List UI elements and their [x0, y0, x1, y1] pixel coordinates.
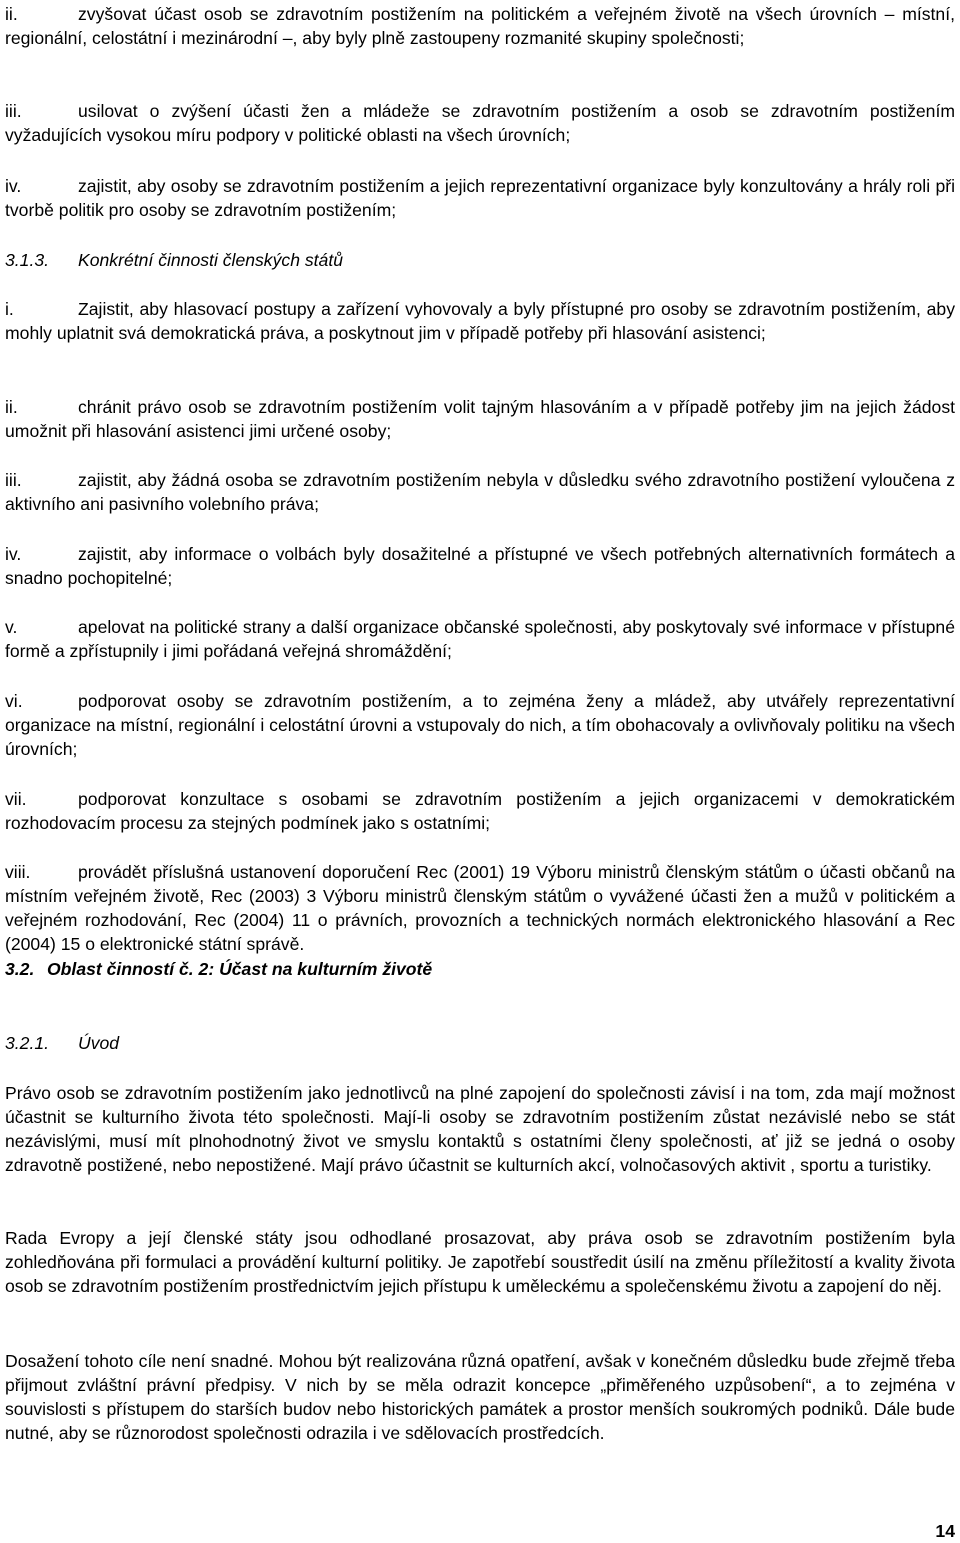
list-item-text: zajistit, aby informace o volbách byly dosažitelné a přístupné ve všech potřebných alternativních formátech a snadno pochopitelné;	[5, 544, 955, 588]
list-item-text: podporovat konzultace s osobami se zdravotním postižením a jejich organizacemi v demokratickém rozhodovacím procesu za stejných podmínek jako s ostatními;	[5, 789, 955, 833]
list-item-number: v.	[5, 617, 18, 637]
list-item	[5, 787, 955, 835]
list-item-text: zajistit, aby osoby se zdravotním postižením a jejich reprezentativní organizace byly konzultovány a hrály roli při tvorbě politik pro osoby se zdravotním postižením;	[5, 176, 955, 220]
list-item-text: zvyšovat účast osob se zdravotním postižením na politickém a veřejném životě na všech úrovních – místní, regionální, celostátní i mezinárodní –, aby byly plně zastoupeny rozmanité skupiny společnosti;	[5, 4, 955, 48]
section-number: 3.2.	[5, 959, 35, 979]
page-number: 14	[935, 1521, 955, 1541]
list-item	[5, 395, 955, 443]
list-item-number: vi.	[5, 691, 23, 711]
body-paragraph: Dosažení tohoto cíle není snadné. Mohou být realizována různá opatření, avšak v konečném důsledku bude zřejmě třeba přijmout zvláštní právní předpisy. V nich by se měla odrazit koncepce „přiměřeného uzpůsobení“, a to zejména v souvislosti s přístupem do starších budov nebo historických památek a prostor menších soukromých podniků. Dále bude nutné, aby se různorodost společnosti odrazila i ve sdělovacích prostředcích.	[5, 1351, 955, 1443]
list-item	[5, 2, 955, 50]
list-item-number: iii.	[5, 101, 22, 121]
list-item	[5, 689, 955, 761]
section-number: 3.2.1.	[5, 1033, 50, 1053]
list-item-number: iv.	[5, 176, 22, 196]
list-item-text: apelovat na politické strany a další organizace občanské společnosti, aby poskytovaly své informace v přístupné formě a zpřístupnily i jimi pořádaná veřejná shromáždění;	[5, 617, 955, 661]
list-item-text: podporovat osoby se zdravotním postižením, a to zejména ženy a mládež, aby utvářely reprezentativní organizace na místní, regionální i celostátní úrovni a vstupovaly do nich, a tím obohacovaly a ovlivňovaly politiku na všech úrovních;	[5, 691, 955, 759]
list-item	[5, 860, 955, 956]
list-item	[5, 615, 955, 663]
list-item-text: zajistit, aby žádná osoba se zdravotním postižením nebyla v důsledku svého zdravotního postižení vyloučena z aktivního ani pasivního volebního práva;	[5, 470, 955, 514]
list-item-text: usilovat o zvýšení účasti žen a mládeže se zdravotním postižením a osob se zdravotním postižením vyžadujících vysokou míru podpory v politické oblasti na všech úrovních;	[5, 101, 955, 145]
list-item-number: vii.	[5, 789, 27, 809]
list-item	[5, 99, 955, 147]
section-number: 3.1.3.	[5, 250, 50, 270]
list-item	[5, 468, 955, 516]
list-item-number: viii.	[5, 862, 31, 882]
list-item-text: Zajistit, aby hlasovací postupy a zařízení vyhovovaly a byly přístupné pro osoby se zdravotním postižením, aby mohly uplatnit svá demokratická práva, a poskytnout jim v případě potřeby při hlasování asistenci;	[5, 299, 955, 343]
list-item-number: iii.	[5, 470, 22, 490]
body-paragraph: Rada Evropy a její členské státy jsou odhodlané prosazovat, aby práva osob se zdravotním postižením byla zohledňována při formulaci a provádění kulturní politiky. Je zapotřebí soustředit úsilí na změnu příležitostí a kvality života osob se zdravotním postižením prostřednictvím jejich přístupu k uměleckému a společenskému životu a zapojení do něj.	[5, 1228, 955, 1296]
section-title: Úvod	[78, 1033, 120, 1053]
list-item-number: ii.	[5, 397, 18, 417]
list-item-text: chránit právo osob se zdravotním postižením volit tajným hlasováním a v případě potřeby jim na jejich žádost umožnit při hlasování asistenci jimi určené osoby;	[5, 397, 955, 441]
list-item-number: ii.	[5, 4, 18, 24]
section-title: Konkrétní činnosti členských států	[78, 250, 344, 270]
list-item	[5, 174, 955, 222]
list-item-number: iv.	[5, 544, 22, 564]
section-title: Oblast činností č. 2: Účast na kulturním životě	[47, 959, 433, 979]
body-paragraph: Právo osob se zdravotním postižením jako jednotlivců na plné zapojení do společnosti závisí i na tom, zda mají možnost účastnit se kulturního života této společnosti. Mají-li osoby se zdravotním postižením zůstat nezávislé nebo se stát nezávislými, musí mít plnohodnotný život ve smyslu kontaktů s ostatními členy společnosti, ať již se jedná o osoby zdravotně postižené, nebo nepostižené. Mají právo účastnit se kulturních akcí, volnočasových aktivit , sportu a turistiky.	[5, 1083, 955, 1175]
list-item-text: provádět příslušná ustanovení doporučení Rec (2001) 19 Výboru ministrů členským státům o účasti občanů na místním veřejném životě, Rec (2003) 3 Výboru ministrů členským státům o vyvážené účasti žen a mužů v politickém a veřejném rozhodování, Rec (2004) 11 o právních, provozních a technických normách elektronického hlasování a Rec (2004) 15 o elektronické státní správě.	[5, 862, 955, 954]
list-item	[5, 542, 955, 590]
list-item-number: i.	[5, 299, 14, 319]
list-item	[5, 297, 955, 345]
